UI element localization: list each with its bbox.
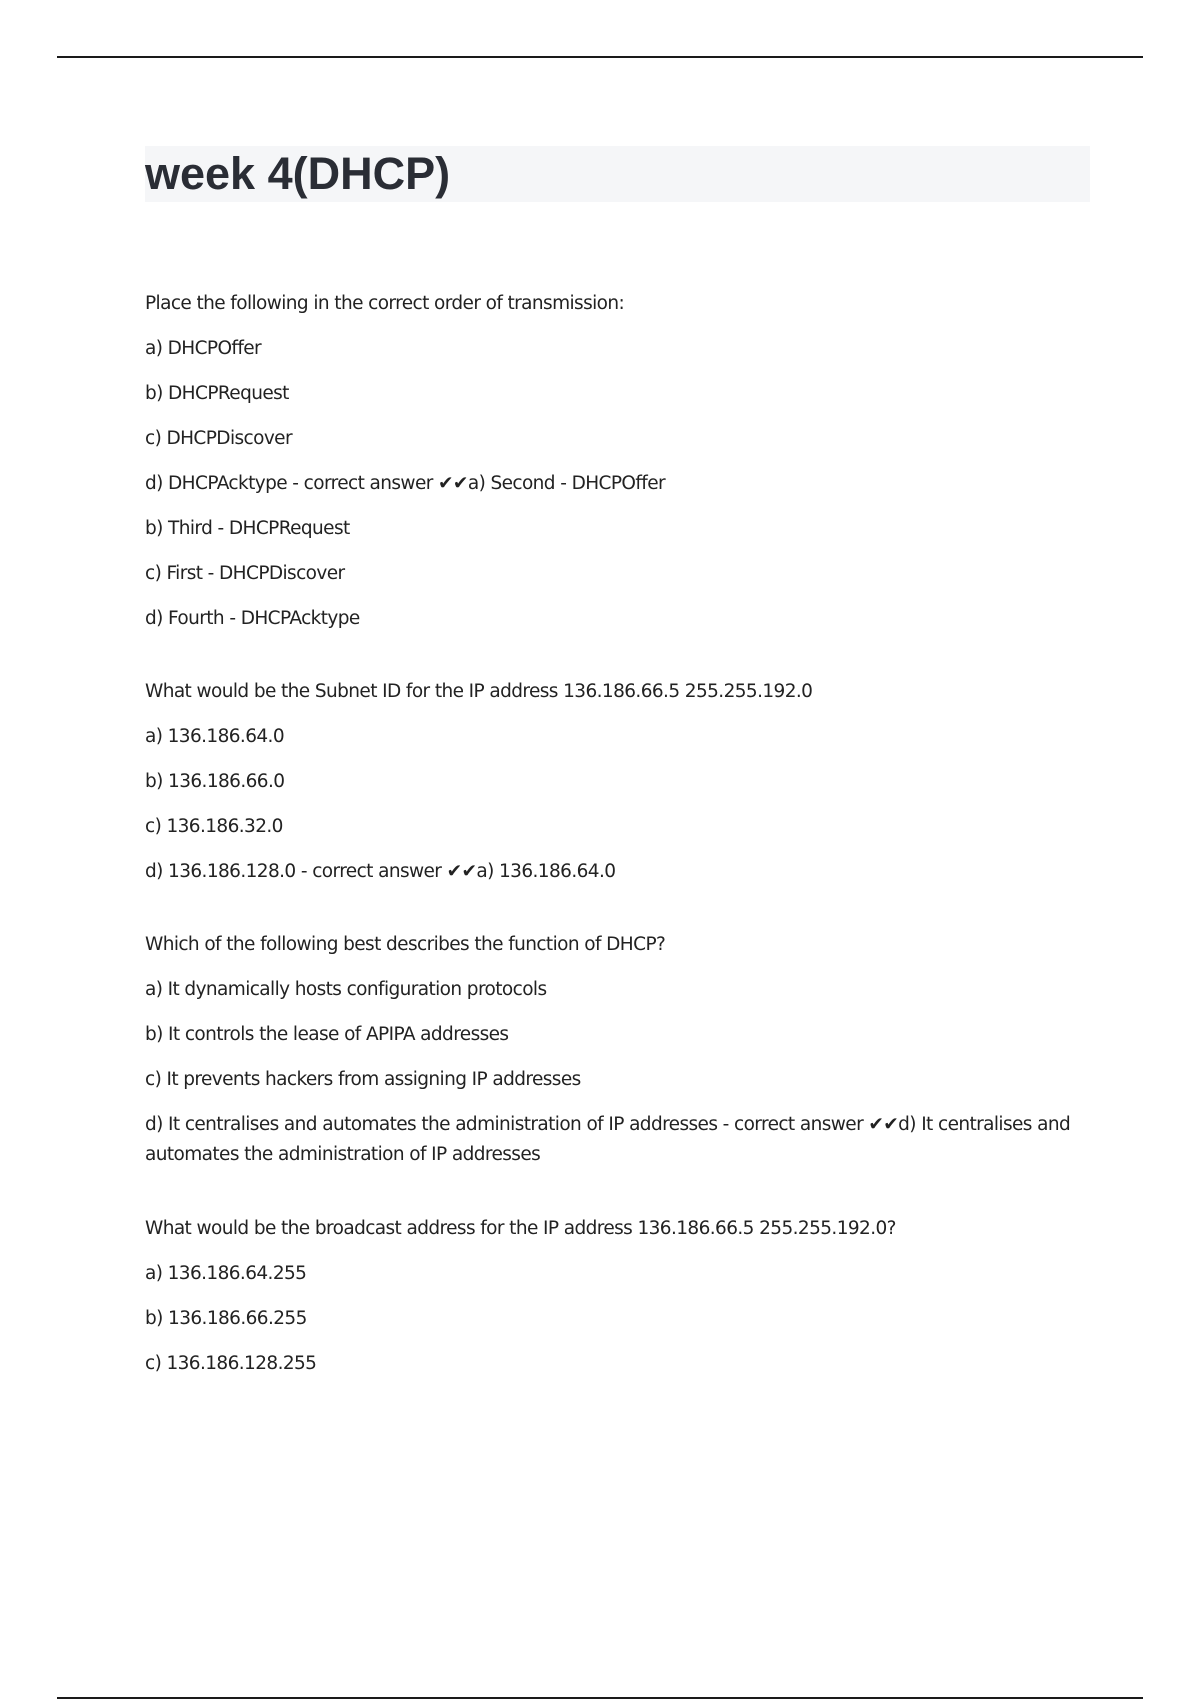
question-text: What would be the Subnet ID for the IP address 136.186.66.5 255.255.192.0 — [145, 681, 813, 702]
option-line: a) DHCPOffer — [145, 338, 262, 359]
option-line: b) 136.186.66.0 — [145, 771, 285, 792]
option-line: b) 136.186.66.255 — [145, 1308, 307, 1329]
bottom-rule — [57, 1697, 1143, 1699]
option-line: a) 136.186.64.255 — [145, 1263, 307, 1284]
question-text: What would be the broadcast address for the IP address 136.186.66.5 255.255.192.0? — [145, 1218, 896, 1239]
option-line: a) 136.186.64.0 — [145, 726, 285, 747]
option-line: c) 136.186.32.0 — [145, 816, 283, 837]
top-rule — [57, 56, 1143, 58]
answer-line: b) Third - DHCPRequest — [145, 518, 350, 539]
option-line: c) DHCPDiscover — [145, 428, 292, 449]
question-text: Which of the following best describes the function of DHCP? — [145, 934, 666, 955]
page-title: week 4(DHCP) — [145, 148, 451, 199]
question-block-3 — [145, 930, 1090, 1170]
title-banner — [145, 146, 1090, 202]
answer-line: c) First - DHCPDiscover — [145, 563, 345, 584]
option-line: c) 136.186.128.255 — [145, 1353, 317, 1374]
answer-line: d) Fourth - DHCPAcktype — [145, 608, 360, 629]
option-line-with-answer: d) 136.186.128.0 - correct answer ✔✔a) 136.186.64.0 — [145, 861, 616, 882]
option-line-with-answer: d) DHCPAcktype - correct answer ✔✔a) Second - DHCPOffer — [145, 473, 665, 494]
question-block-4 — [145, 1214, 1090, 1378]
question-block-2 — [145, 677, 1090, 886]
option-line: c) It prevents hackers from assigning IP addresses — [145, 1069, 581, 1090]
option-line: b) It controls the lease of APIPA addresses — [145, 1024, 509, 1045]
option-line: a) It dynamically hosts configuration protocols — [145, 979, 547, 1000]
document-body — [145, 289, 1090, 1422]
option-line: b) DHCPRequest — [145, 383, 289, 404]
question-text: Place the following in the correct order of transmission: — [145, 293, 625, 314]
question-block-1 — [145, 289, 1090, 633]
option-line-with-answer: d) It centralises and automates the administration of IP addresses - correct answer ✔✔d) It centralises and automates the administration of IP addresses — [145, 1114, 1071, 1165]
